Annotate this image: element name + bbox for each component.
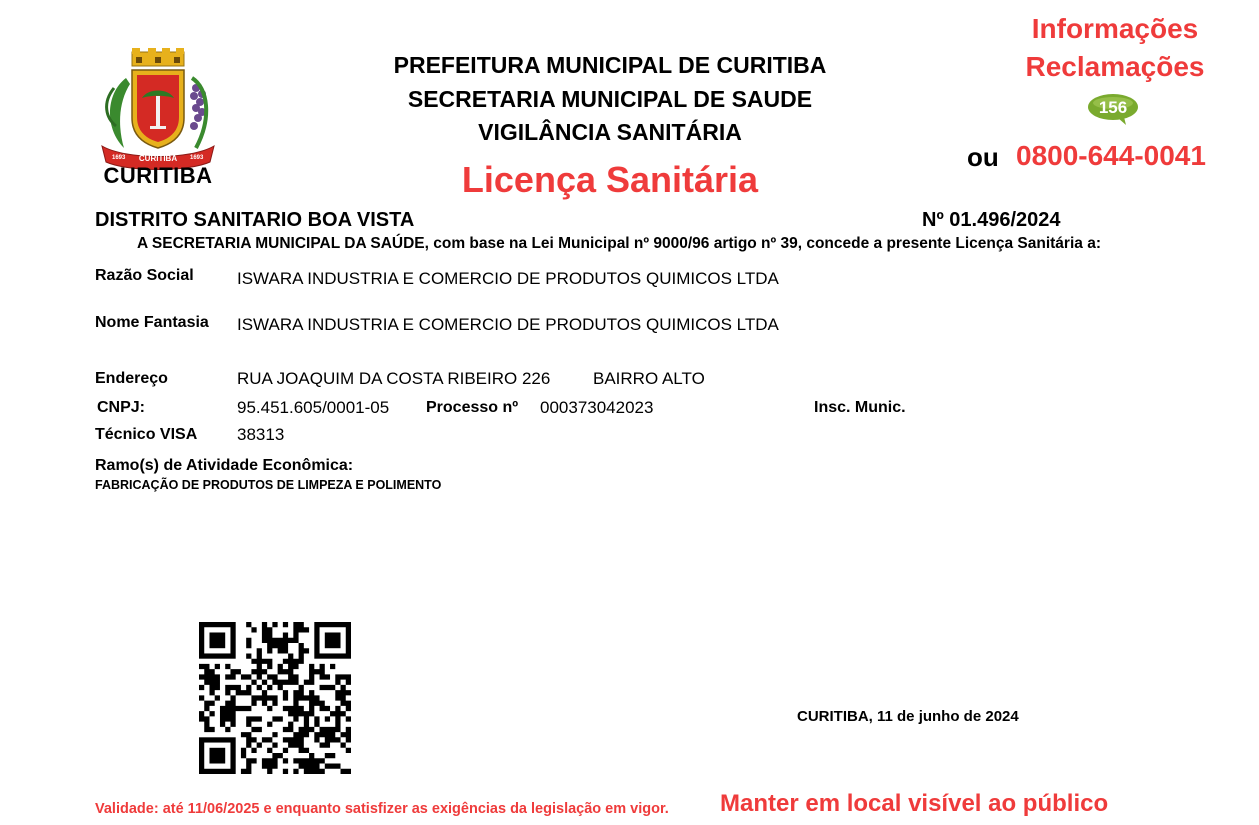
tecnico-visa-value: 38313: [237, 425, 285, 444]
validity-text: Validade: até 11/06/2025 e enquanto satisfizer as exigências da legislação em vigor.: [95, 801, 669, 817]
razao-social-label: Razão Social: [95, 267, 194, 284]
ribbon-text: CURITIBA: [138, 154, 178, 163]
insc-munic-label: Insc. Munic.: [814, 399, 906, 416]
ramo-atividade-label: Ramo(s) de Atividade Econômica:: [95, 457, 354, 474]
nome-fantasia-label: Nome Fantasia: [95, 314, 209, 331]
nome-fantasia-value: ISWARA INDUSTRIA E COMERCIO DE PRODUTOS QUIMICOS LTDA: [237, 315, 779, 334]
header-vigilancia: VIGILÂNCIA SANITÁRIA: [478, 119, 742, 145]
cnpj-value: 95.451.605/0001-05: [237, 398, 390, 417]
tecnico-visa-label: Técnico VISA: [95, 426, 198, 443]
endereco-label: Endereço: [95, 370, 168, 387]
or-label: ou: [967, 142, 999, 172]
bairro-value: BAIRRO ALTO: [593, 369, 705, 388]
razao-social-value: ISWARA INDUSTRIA E COMERCIO DE PRODUTOS QUIMICOS LTDA: [237, 269, 779, 288]
district-name: DISTRITO SANITARIO BOA VISTA: [95, 209, 415, 231]
license-number: Nº 01.496/2024: [922, 209, 1061, 231]
processo-label: Processo nº: [426, 399, 519, 416]
preamble-text: A SECRETARIA MUNICIPAL DA SAÚDE, com base na Lei Municipal nº 9000/96 artigo nº 39, concede a presente Licença Sanitária a:: [137, 235, 1101, 252]
contact-block: [1015, 10, 1215, 86]
hotline-number: 156: [1098, 98, 1128, 117]
phone-number: 0800-644-0041: [1016, 140, 1206, 171]
processo-value: 000373042023: [540, 398, 654, 417]
qr-code: [199, 622, 351, 774]
header-prefeitura: PREFEITURA MUNICIPAL DE CURITIBA: [393, 52, 827, 78]
logo-caption: CURITIBA: [103, 163, 213, 188]
display-notice: Manter em local visível ao público: [720, 790, 1109, 817]
informacoes-label: Informações: [1031, 13, 1199, 44]
page-title: Licença Sanitária: [461, 159, 759, 200]
issue-date: CURITIBA, 11 de junho de 2024: [797, 708, 1019, 725]
ribbon-year-left: 1693: [112, 155, 126, 161]
ribbon-year-right: 1693: [190, 155, 204, 161]
cnpj-label: CNPJ:: [97, 399, 146, 416]
hotline-156-badge: [1086, 92, 1140, 126]
ramo-atividade-value: FABRICAÇÃO DE PRODUTOS DE LIMPEZA E POLIMENTO: [95, 478, 442, 492]
endereco-value: RUA JOAQUIM DA COSTA RIBEIRO 226: [237, 369, 551, 388]
header-secretaria: SECRETARIA MUNICIPAL DE SAUDE: [407, 86, 813, 112]
reclamacoes-label: Reclamações: [1025, 51, 1205, 82]
